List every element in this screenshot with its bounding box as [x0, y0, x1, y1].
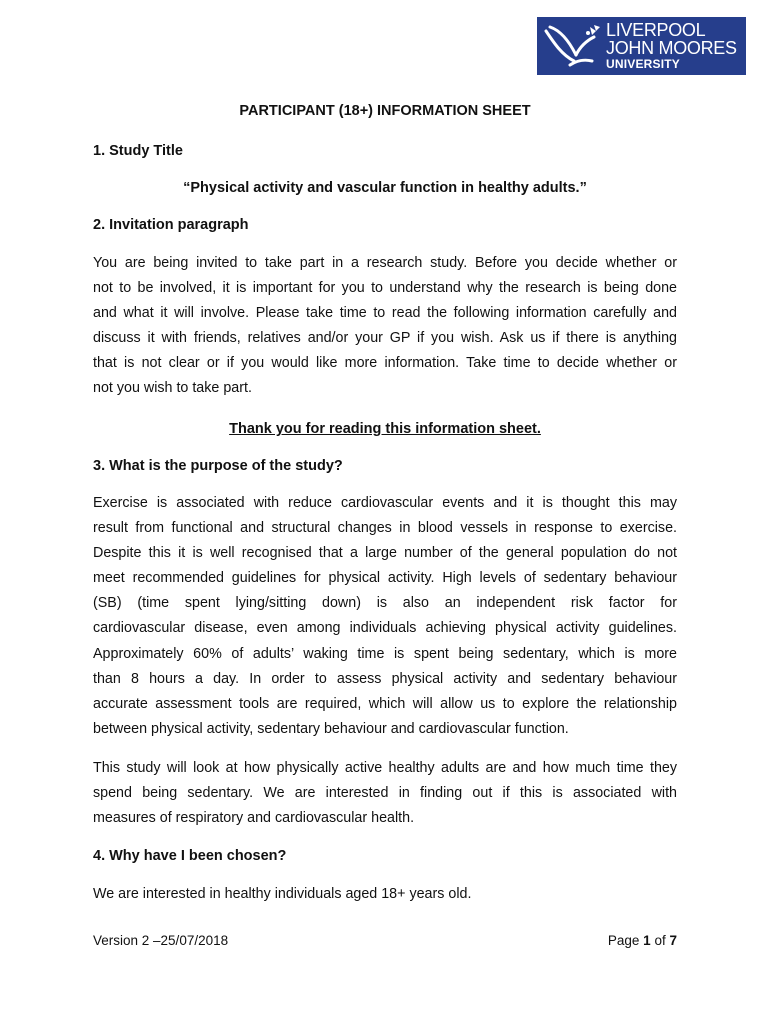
paragraph-line: discuss it with friends, relatives and/or your GP if you wish. Ask us if there is anything: [93, 330, 677, 347]
paragraph-line: meet recommended guidelines for physical activity. High levels of sedentary behaviour: [93, 570, 677, 587]
page-number: [608, 931, 677, 951]
section-heading-invitation: 2. Invitation paragraph: [93, 217, 249, 233]
paragraph-line: not to be involved, it is important for you to understand why the research is being done: [93, 280, 677, 297]
page-of: of: [654, 933, 666, 948]
paragraph-line: than 8 hours a day. In order to assess physical activity and sedentary behaviour: [93, 670, 677, 687]
version-label: Version 2 –25/07/2018: [93, 933, 229, 948]
paragraph-line: spend being sedentary. We are interested in finding out if this is associated with: [93, 785, 677, 802]
paragraph-line: Despite this it is well recognised that a large number of the general population do not: [93, 545, 677, 562]
paragraph-line: cardiovascular disease, even among individuals achieving physical activity guidelines.: [93, 620, 677, 637]
logo-line-liverpool: LIVERPOOL: [606, 20, 706, 40]
page-total: 7: [669, 933, 677, 948]
paragraph-line: and what it will involve. Please take time to read the following information carefully and: [93, 305, 677, 322]
paragraph-line: between physical activity, sedentary behaviour and cardiovascular function.: [93, 720, 569, 737]
section-heading-why-chosen: 4. Why have I been chosen?: [93, 848, 287, 864]
study-title: “Physical activity and vascular function in healthy adults.”: [183, 180, 587, 196]
thank-you-note: [0, 419, 770, 439]
liver-bird-emblem-icon: [540, 21, 602, 71]
logo-line-john-moores: JOHN MOORES: [606, 38, 737, 58]
paragraph-line: You are being invited to take part in a research study. Before you decide whether or: [93, 255, 677, 271]
page-label: Page: [607, 933, 640, 948]
paragraph-line: result from functional and structural changes in blood vessels in response to exercise.: [93, 520, 677, 537]
paragraph-line: (SB) (time spent lying/sitting down) is also an independent risk factor for: [93, 595, 677, 612]
section-heading-purpose: 3. What is the purpose of the study?: [93, 458, 343, 474]
paragraph-line: Approximately 60% of adults’ waking time is spent being sedentary, which is more: [93, 645, 677, 662]
section-heading-study-title: 1. Study Title: [93, 143, 183, 159]
paragraph-line: Exercise is associated with reduce cardiovascular events and it is thought this may: [93, 495, 677, 511]
invitation-paragraph: [93, 251, 677, 402]
document-title: PARTICIPANT (18+) INFORMATION SHEET: [239, 103, 531, 119]
logo-line-university: UNIVERSITY: [606, 57, 681, 71]
paragraph-line: We are interested in healthy individuals aged 18+ years old.: [93, 886, 472, 902]
page-current: 1: [643, 933, 651, 948]
university-logo: [537, 17, 746, 75]
paragraph-line: measures of respiratory and cardiovascular health.: [93, 810, 415, 827]
paragraph-line: that is not clear or if you would like more information. Take time to decide whether or: [93, 355, 677, 372]
chosen-paragraph: [93, 882, 677, 907]
purpose-paragraph-2: [93, 756, 677, 831]
purpose-paragraph: [93, 491, 677, 742]
paragraph-line: This study will look at how physically active healthy adults are and how much time they: [93, 760, 677, 776]
thank-you-text: Thank you for reading this information sheet.: [229, 421, 541, 437]
paragraph-line: not you wish to take part.: [93, 380, 252, 397]
paragraph-line: accurate assessment tools are required, which will allow us to explore the relationship: [93, 695, 677, 712]
